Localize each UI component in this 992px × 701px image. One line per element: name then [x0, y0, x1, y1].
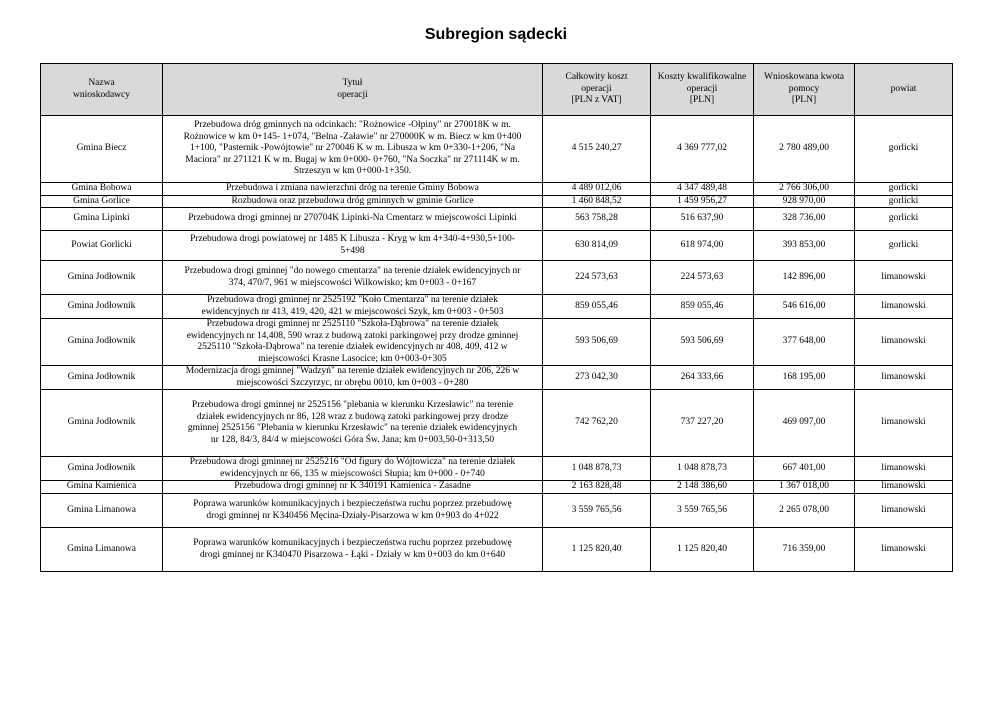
county-cell: limanowski [855, 366, 953, 390]
requested-amount-cell: 667 401,00 [754, 457, 855, 481]
title-line: Przebudowa dróg gminnych na odcinkach: "Rożnowice -Ołpiny" nr 270018K w m. [194, 120, 511, 131]
applicant-cell: Gmina Limanowa [41, 528, 163, 572]
county-cell: limanowski [855, 481, 953, 494]
applicant-cell: Gmina Jodłownik [41, 390, 163, 457]
title-cell [163, 366, 543, 390]
total-cost-cell: 4 489 012,06 [543, 183, 651, 196]
title-line: Przebudowa i zmiana nawierzchni dróg na terenie Gminy Bobowa [226, 183, 479, 193]
total-cost-cell: 1 460 848,52 [543, 195, 651, 208]
header-line: Całkowity koszt [565, 72, 628, 83]
title-cell [163, 261, 543, 295]
title-line: 374, 470/7, 961 w miejscowości Wilkowisko; km 0+003 - 0+167 [228, 277, 477, 288]
requested-amount-cell: 716 359,00 [754, 528, 855, 572]
requested-amount-cell: 2 780 489,00 [754, 116, 855, 183]
total-cost-cell: 273 042,30 [543, 366, 651, 390]
title-line: Rożnowice w km 0+145- 1+074, "Belna -Załawie" nr 270000K w m. Biecz w km 0+400 [183, 131, 522, 142]
header-line: wnioskodawcy [73, 89, 130, 100]
total-cost-cell: 630 814,09 [543, 231, 651, 261]
title-line: 5+498 [340, 245, 365, 256]
requested-amount-cell: 2 766 306,00 [754, 183, 855, 196]
requested-amount-cell: 546 616,00 [754, 295, 855, 319]
applicant-cell: Powiat Gorlicki [41, 231, 163, 261]
table-row [41, 457, 953, 481]
total-cost-cell: 224 573,63 [543, 261, 651, 295]
title-line: ewidencyjnych nr 14,408, 590 wraz z budową zatoki parkingowej przy drodze gminnej [186, 330, 519, 341]
header-line: [PLN] [689, 95, 715, 106]
requested-amount-cell: 928 970,00 [754, 195, 855, 208]
title-line: Maciora" nr 271121 K w m. Bugaj w km 0+000- 0+760, "Na Soczka" nr 271114K w m. [185, 154, 520, 165]
county-cell: limanowski [855, 319, 953, 366]
title-cell [163, 481, 543, 494]
table-row [41, 295, 953, 319]
title-line: drogi gminnej nr K340470 Pisarzowa - Łąki - Działy w km 0+003 do km 0+640 [199, 549, 506, 560]
county-cell: limanowski [855, 390, 953, 457]
county-cell: limanowski [855, 295, 953, 319]
requested-amount-cell: 469 097,00 [754, 390, 855, 457]
applicant-cell: Gmina Jodłownik [41, 295, 163, 319]
header-line: powiat [890, 83, 917, 94]
header-line: Koszty kwalifikowalne [657, 72, 747, 83]
header-line: Wnioskowana kwota [764, 72, 844, 83]
header-line: Tytuł [342, 78, 363, 88]
title-line: miejscowości Szczyrzyc, nr obrębu 0010, km 0+003 - 0+280 [236, 377, 469, 388]
eligible-cost-cell: 2 148 386,60 [651, 481, 754, 494]
eligible-cost-cell: 224 573,63 [651, 261, 754, 295]
eligible-cost-cell: 737 227,20 [651, 390, 754, 457]
total-cost-cell: 1 125 820,40 [543, 528, 651, 572]
total-cost-cell: 4 515 240,27 [543, 116, 651, 183]
title-cell [163, 231, 543, 261]
eligible-cost-cell: 593 506,69 [651, 319, 754, 366]
page-title: Subregion sądecki [424, 26, 568, 43]
county-cell: gorlicki [855, 183, 953, 196]
county-cell: gorlicki [855, 195, 953, 208]
total-cost-cell: 1 048 878,73 [543, 457, 651, 481]
requested-amount-cell: 142 896,00 [754, 261, 855, 295]
county-cell: limanowski [855, 261, 953, 295]
table-row [41, 528, 953, 572]
title-cell [163, 116, 543, 183]
title-line: Przebudowa drogi gminnej nr 2525110 "Szkoła-Dąbrowa" na terenie działek [206, 319, 499, 329]
title-cell [163, 195, 543, 208]
header-line: pomocy [788, 83, 820, 94]
header-line: operacji [337, 89, 368, 100]
title-line: Modernizacja drogi gminnej "Wadzyń" na terenie działek ewidencyjnych nr 206, 226 w [185, 366, 520, 376]
table-row [41, 231, 953, 261]
eligible-cost-cell: 1 048 878,73 [651, 457, 754, 481]
eligible-cost-cell: 618 974,00 [651, 231, 754, 261]
total-cost-cell: 593 506,69 [543, 319, 651, 366]
header-eligible-cost [651, 64, 754, 116]
header-applicant [41, 64, 163, 116]
requested-amount-cell: 377 648,00 [754, 319, 855, 366]
eligible-cost-cell: 1 459 956,27 [651, 195, 754, 208]
title-cell [163, 319, 543, 366]
header-total-cost [543, 64, 651, 116]
title-line: Przebudowa drogi gminnej nr 2525192 "Koło Cmentarza" na terenie działek [207, 295, 498, 305]
county-cell: limanowski [855, 528, 953, 572]
table-header-row [41, 64, 953, 116]
header-line: Nazwa [88, 78, 115, 88]
title-line: Strzeszyn w km 0+000-1+350. [293, 166, 412, 177]
title-line: Przebudowa drogi gminnej "do nowego cmentarza" na terenie działek ewidencyjnych nr [184, 266, 521, 276]
title-line: Przebudowa drogi gminnej nr 2525156 "plebania w kierunku Krzesławic" na terenie [191, 400, 514, 410]
applicant-cell: Gmina Jodłownik [41, 261, 163, 295]
applicant-cell: Gmina Jodłownik [41, 457, 163, 481]
header-line: operacji [581, 83, 612, 94]
eligible-cost-cell: 4 369 777,02 [651, 116, 754, 183]
title-cell [163, 494, 543, 528]
total-cost-cell: 2 163 828,48 [543, 481, 651, 494]
table-body [41, 116, 953, 572]
title-line: drogi gminnej nr K340456 Męcina-Działy-Pisarzowa w km 0+903 do 4+022 [206, 510, 499, 521]
total-cost-cell: 742 762,20 [543, 390, 651, 457]
table-row [41, 261, 953, 295]
header-title [163, 64, 543, 116]
header-line: operacji [686, 83, 718, 94]
title-line: nr 128, 84/3, 84/4 w miejscowości Góra Św. Jana; km 0+003,50-0+313,50 [210, 434, 495, 445]
title-line: 2525110 "Szkoła-Dąbrowa" na terenie działek ewidencyjnych nr 408, 409, 412 w [197, 342, 508, 352]
title-line: ewidencyjnych nr 413, 419, 420, 421 w miejscowości Szyk, km 0+003 - 0+503 [201, 306, 504, 317]
eligible-cost-cell: 1 125 820,40 [651, 528, 754, 572]
table-row [41, 116, 953, 183]
requested-amount-cell: 393 853,00 [754, 231, 855, 261]
table-row [41, 390, 953, 457]
requested-amount-cell: 328 736,00 [754, 208, 855, 231]
county-cell: gorlicki [855, 116, 953, 183]
table-row [41, 208, 953, 231]
header-requested-amount [754, 64, 855, 116]
title-line: Przebudowa drogi gminnej nr 2525216 "Od figury do Wójtowicza" na terenie działek [189, 457, 516, 467]
table-row [41, 195, 953, 208]
eligible-cost-cell: 4 347 489,48 [651, 183, 754, 196]
applicant-cell: Gmina Jodłownik [41, 319, 163, 366]
eligible-cost-cell: 3 559 765,56 [651, 494, 754, 528]
title-line: 1+100, "Pasternik -Powójtowie" nr 270046 K w m. Libusza w km 0+330-1+206, "Na [189, 143, 516, 154]
title-line: Przebudowa drogi gminnej nr 270704K Lipinki-Na Cmentarz w miejscowości Lipinki [188, 213, 517, 224]
eligible-cost-cell: 516 637,90 [651, 208, 754, 231]
title-cell [163, 183, 543, 196]
header-line: [PLN] [791, 95, 817, 106]
table-row [41, 494, 953, 528]
title-line: Poprawa warunków komunikacyjnych i bezpieczeństwa ruchu poprzez przebudowę [193, 538, 512, 548]
title-line: Przebudowa drogi gminnej nr K 340191 Kamienica - Zasadne [234, 481, 471, 492]
requested-amount-cell: 1 367 018,00 [754, 481, 855, 494]
title-cell [163, 208, 543, 231]
applicant-cell: Gmina Jodłownik [41, 366, 163, 390]
title-line: działek ewidencyjnych nr 86, 128 wraz z budową zatoki parkingowej przy drodze [196, 411, 509, 422]
title-cell [163, 457, 543, 481]
title-cell [163, 528, 543, 572]
requested-amount-cell: 2 265 078,00 [754, 494, 855, 528]
table-row [41, 481, 953, 494]
header-line: [PLN z VAT] [571, 95, 622, 106]
title-cell [163, 295, 543, 319]
total-cost-cell: 563 758,28 [543, 208, 651, 231]
total-cost-cell: 3 559 765,56 [543, 494, 651, 528]
county-cell: limanowski [855, 494, 953, 528]
applicant-cell: Gmina Lipinki [41, 208, 163, 231]
table-row [41, 366, 953, 390]
applicant-cell: Gmina Biecz [41, 116, 163, 183]
eligible-cost-cell: 264 333,66 [651, 366, 754, 390]
eligible-cost-cell: 859 055,46 [651, 295, 754, 319]
county-cell: gorlicki [855, 231, 953, 261]
title-line: Rozbudowa oraz przebudowa dróg gminnych w gminie Gorlice [231, 195, 474, 206]
applicant-cell: Gmina Gorlice [41, 195, 163, 208]
requested-amount-cell: 168 195,00 [754, 366, 855, 390]
table-row [41, 183, 953, 196]
header-county [855, 64, 953, 116]
title-line: Poprawa warunków komunikacyjnych i bezpieczeństwa ruchu poprzez przebudowę [193, 499, 512, 509]
applicant-cell: Gmina Kamienica [41, 481, 163, 494]
title-line: gminnej 2525156 "Plebania w kierunku Krzesławic" na terenie działek ewidencyjnych [187, 423, 518, 433]
title-line: Przebudowa drogi powiatowej nr 1485 K Libusza - Kryg w km 4+340-4+930,5+100- [190, 234, 515, 244]
applicant-cell: Gmina Limanowa [41, 494, 163, 528]
table-row [41, 319, 953, 366]
applications-table [40, 63, 953, 572]
title-cell [163, 390, 543, 457]
county-cell: gorlicki [855, 208, 953, 231]
title-line: ewidencyjnych nr 66, 135 w miejscowości Słupia; km 0+000 - 0+740 [220, 468, 485, 479]
title-line: miejscowości Krasne Lasocice; km 0+003-0+305 [258, 353, 447, 364]
applicant-cell: Gmina Bobowa [41, 183, 163, 196]
total-cost-cell: 859 055,46 [543, 295, 651, 319]
county-cell: limanowski [855, 457, 953, 481]
